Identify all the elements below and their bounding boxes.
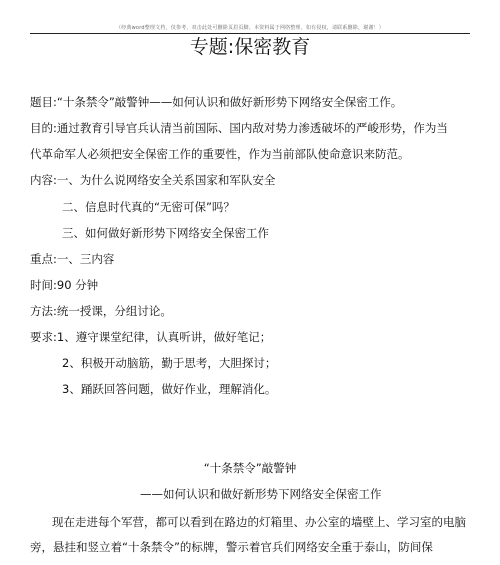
content-line-1: 内容:一、为什么说网络安全关系国家和军队安全	[30, 173, 276, 187]
topic-line: 题目:“十条禁令”敲警钟——如何认识和做好新形势下网络安全保密工作。	[30, 95, 403, 109]
page-title: 专题:保密教育	[189, 36, 311, 58]
content-line-2: 二、信息时代真的“无密可保”吗？	[62, 200, 235, 214]
requirement-line-1: 要求:1、遵守课堂纪律，认真听讲，做好笔记；	[30, 330, 272, 344]
header-note: （经典word整理文档，仅参考，双击此处可删除页眉页脚。本资料属于网络整理，如有侵权，请联系删除，谢谢！）	[116, 25, 384, 31]
section-subtitle: ——如何认识和做好新形势下网络安全保密工作	[140, 487, 382, 501]
purpose-line-1: 目的:通过教育引导官兵认清当前国际、国内敌对势力渗透破坏的严峻形势，作为当	[30, 121, 448, 135]
purpose-line-2: 代革命军人必须把安全保密工作的重要性，作为当前部队使命意识来防范。	[30, 147, 410, 161]
requirement-line-2: 2、积极开动脑筋，勤于思考，大胆探讨；	[62, 356, 277, 370]
section-title: “十条禁令”敲警钟	[203, 461, 297, 475]
focus-line: 重点:一、三内容	[30, 252, 115, 266]
content-line-3: 三、如何做好新形势下网络安全保密工作	[62, 226, 269, 240]
time-line: 时间:90 分钟	[30, 278, 99, 292]
method-line: 方法:统一授课，分组讨论。	[30, 304, 172, 318]
body-paragraph: 现在走进每个军营，都可以看到在路边的灯箱里、办公室的墙壁上、学习室的电脑旁，悬挂和竖立着“十条禁令”的标牌，警示着官兵们网络安全重于泰山，防间保	[30, 515, 466, 554]
requirement-line-3: 3、踊跃回答问题，做好作业，理解消化。	[62, 382, 277, 396]
